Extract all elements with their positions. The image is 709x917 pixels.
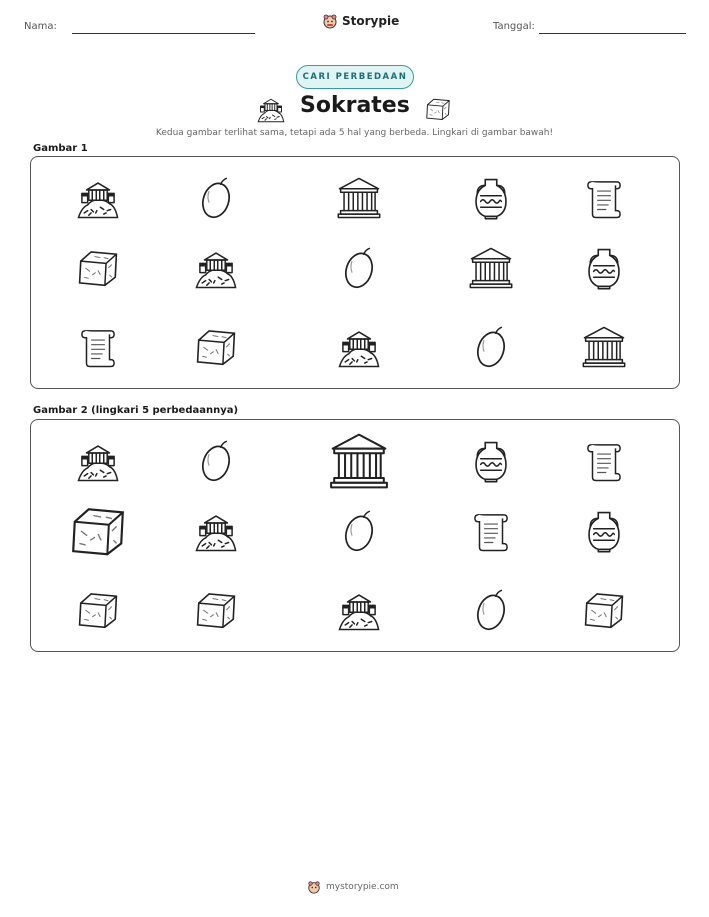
- picture1-panel: [30, 156, 680, 389]
- stone-block-icon[interactable]: [581, 587, 627, 633]
- amphora-icon[interactable]: [468, 438, 514, 484]
- name-field[interactable]: [72, 33, 255, 34]
- picture1-label: Gambar 1: [33, 143, 88, 154]
- picture2-label: Gambar 2 (lingkari 5 perbedaannya): [33, 405, 239, 416]
- stone-block-icon: [193, 324, 239, 370]
- stone-block-icon: [75, 245, 121, 291]
- olive-icon[interactable]: [336, 508, 382, 554]
- scroll-icon: [75, 324, 121, 370]
- mascot-icon: [322, 13, 338, 29]
- footer-url: mystorypie.com: [326, 882, 399, 892]
- acropolis-icon[interactable]: [193, 508, 239, 554]
- temple-icon: [468, 245, 514, 291]
- acropolis-icon: [256, 94, 286, 120]
- amphora-icon[interactable]: [581, 508, 627, 554]
- scroll-icon[interactable]: [581, 438, 627, 484]
- stone-block-icon: [424, 95, 452, 119]
- temple-icon: [336, 175, 382, 221]
- amphora-icon: [468, 175, 514, 221]
- activity-badge: CARI PERBEDAAN: [296, 65, 414, 89]
- acropolis-icon: [336, 324, 382, 370]
- instructions: Kedua gambar terlihat sama, tetapi ada 5 hal yang berbeda. Lingkari di gambar bawah!: [155, 128, 554, 138]
- stone-block-icon[interactable]: [67, 500, 129, 562]
- temple-icon: [581, 324, 627, 370]
- date-label: Tanggal:: [493, 21, 535, 32]
- stone-block-icon[interactable]: [193, 587, 239, 633]
- acropolis-icon: [193, 245, 239, 291]
- acropolis-icon: [75, 175, 121, 221]
- olive-icon[interactable]: [468, 587, 514, 633]
- olive-icon[interactable]: [193, 438, 239, 484]
- page-title: Sokrates: [300, 93, 410, 118]
- amphora-icon: [581, 245, 627, 291]
- temple-icon[interactable]: [328, 430, 390, 492]
- footer: [307, 880, 399, 894]
- acropolis-icon[interactable]: [336, 587, 382, 633]
- picture2-panel[interactable]: [30, 419, 680, 652]
- olive-icon: [468, 324, 514, 370]
- acropolis-icon[interactable]: [75, 438, 121, 484]
- stone-block-icon[interactable]: [75, 587, 121, 633]
- olive-icon: [193, 175, 239, 221]
- mascot-icon: [307, 880, 321, 894]
- name-label: Nama:: [24, 21, 57, 32]
- scroll-icon: [581, 175, 627, 221]
- brand-name: Storypie: [342, 14, 400, 28]
- olive-icon: [336, 245, 382, 291]
- date-field[interactable]: [539, 33, 686, 34]
- scroll-icon[interactable]: [468, 508, 514, 554]
- brand-logo: [322, 13, 399, 29]
